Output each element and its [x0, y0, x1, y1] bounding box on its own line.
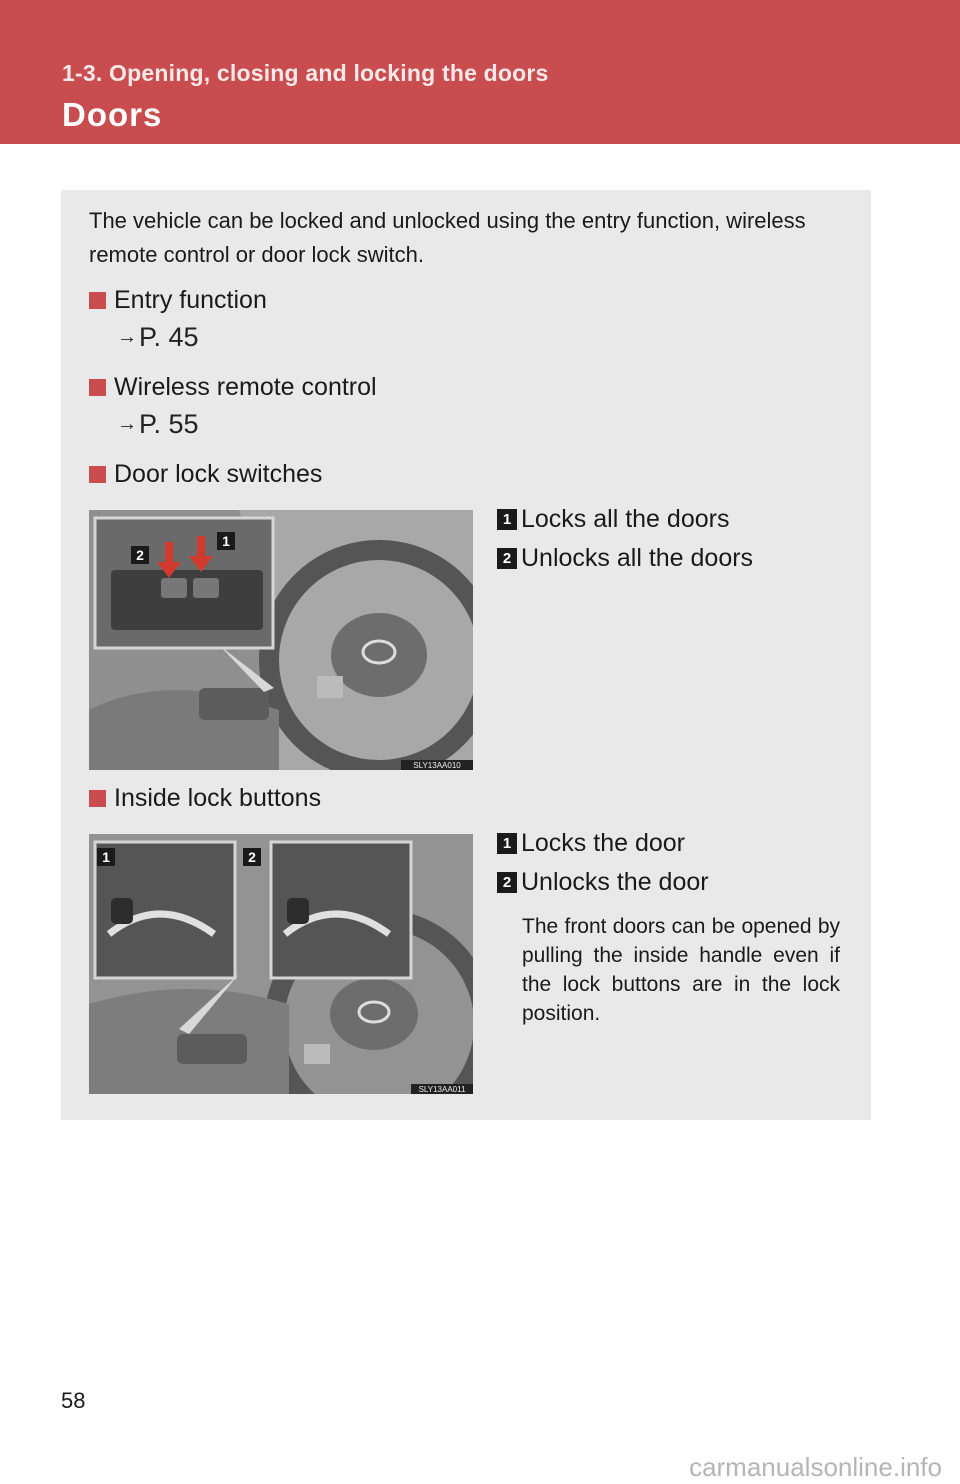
inside-lock-button-illustration	[89, 834, 473, 1094]
page-reference-label: P. 45	[139, 322, 199, 352]
callout-2: 2	[248, 849, 256, 865]
legend-item	[497, 824, 709, 863]
heading-label: Inside lock buttons	[114, 784, 322, 812]
page-reference-label: P. 55	[139, 409, 199, 439]
legend-text: Locks all the doors	[521, 505, 730, 533]
callout-2: 2	[136, 547, 144, 563]
legend-door-lock-switches	[497, 500, 753, 578]
legend-text: Locks the door	[521, 829, 685, 857]
legend-inside-lock-buttons	[497, 824, 709, 902]
note-text: The front doors can be opened by pulling the inside handle even if the lock buttons are in the lock position.	[522, 915, 840, 1025]
heading-label: Wireless remote control	[114, 373, 377, 401]
heading-entry-function	[89, 286, 267, 315]
image-code: SLY13AA011	[418, 1085, 466, 1094]
page-number: 58	[61, 1388, 86, 1413]
legend-item	[497, 500, 753, 539]
bullet-square-icon	[89, 292, 106, 309]
arrow-right-icon: →	[117, 326, 137, 348]
heading-label: Entry function	[114, 286, 267, 314]
callout-1: 1	[222, 533, 230, 549]
image-code: SLY13AA010	[413, 761, 461, 770]
intro-text: The vehicle can be locked and unlocked using the entry function, wireless remote control or door lock switch.	[89, 208, 806, 267]
page-title: Doors	[62, 96, 163, 133]
section-title: 1-3. Opening, closing and locking the doors	[62, 60, 549, 86]
heading-door-lock-switches	[89, 460, 322, 489]
page-reference-entry[interactable]	[117, 322, 199, 353]
number-badge-icon: 1	[497, 833, 517, 854]
bullet-square-icon	[89, 379, 106, 396]
legend-text: Unlocks all the doors	[521, 544, 754, 572]
heading-label: Door lock switches	[114, 460, 323, 488]
number-badge-icon: 2	[497, 872, 517, 893]
page-header	[0, 0, 960, 144]
page-reference-wireless[interactable]	[117, 409, 199, 440]
number-badge-icon: 1	[497, 509, 517, 530]
arrow-right-icon: →	[117, 413, 137, 435]
legend-item	[497, 539, 753, 578]
heading-inside-lock-buttons	[89, 784, 321, 813]
bullet-square-icon	[89, 790, 106, 807]
legend-text: Unlocks the door	[521, 868, 709, 896]
door-lock-switch-illustration	[89, 510, 473, 770]
callout-1: 1	[102, 849, 110, 865]
heading-wireless-remote	[89, 373, 377, 402]
legend-item	[497, 863, 709, 902]
bullet-square-icon	[89, 466, 106, 483]
content-panel	[61, 190, 871, 1120]
number-badge-icon: 2	[497, 548, 517, 569]
watermark: carmanualsonline.info	[689, 1452, 942, 1482]
